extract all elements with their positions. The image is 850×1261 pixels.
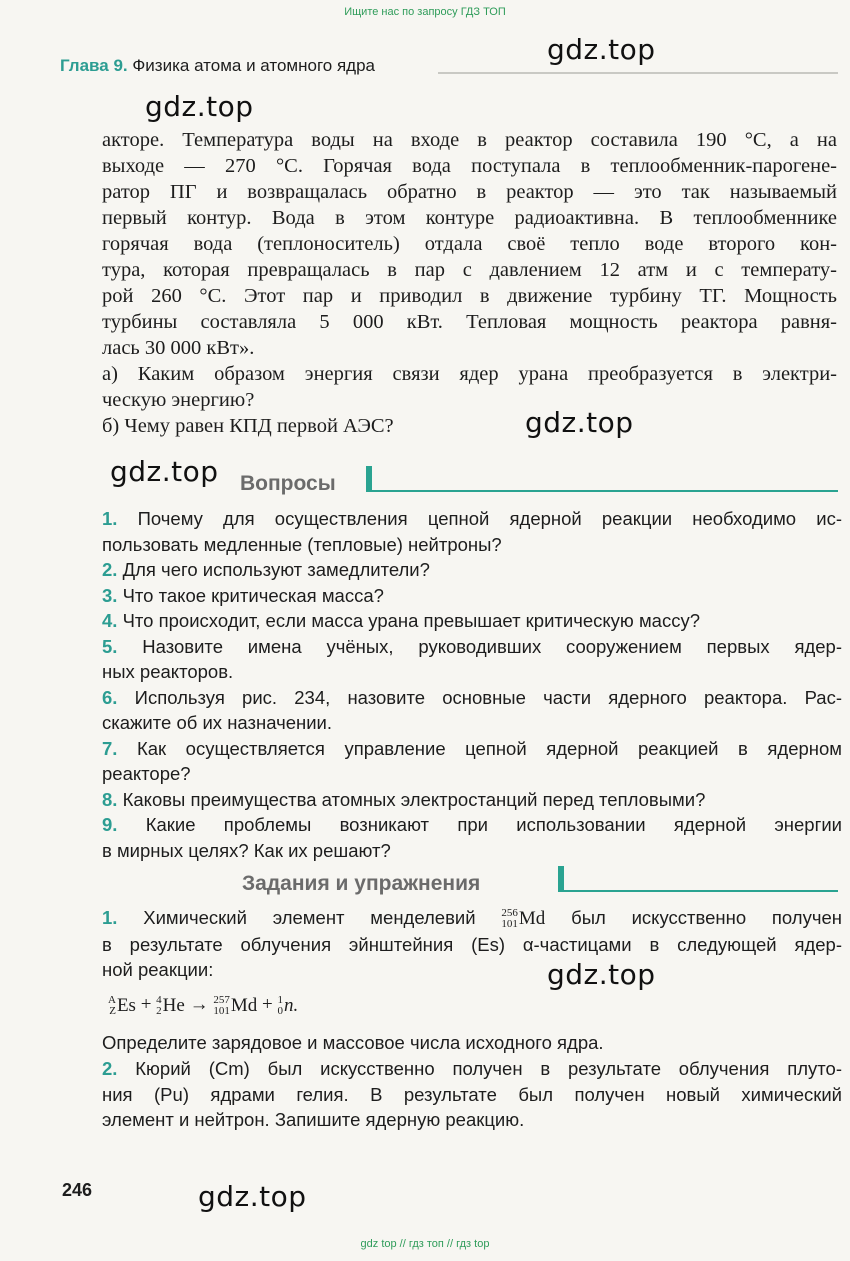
question-text: Назовите имена учёных, руководивших сооружением первых ядер-	[142, 635, 842, 657]
question-number: 3.	[102, 584, 118, 606]
atomic-number: 0	[277, 1004, 283, 1017]
question-text: Для чего используют замедлители?	[122, 559, 430, 580]
question-text: Используя рис. 234, назовите основные части ядерного реактора. Рас-	[134, 686, 843, 708]
questions-heading-rule	[366, 490, 838, 492]
text-line: ратор ПГ и возвращалась обратно в реактор — это так называемый	[102, 181, 837, 203]
question-item	[102, 583, 842, 609]
bottom-banner: gdz top // гдз топ // гдз top	[360, 1238, 490, 1250]
top-banner: Ищите нас по запросу ГДЗ ТОП	[344, 6, 506, 18]
question-text: ных реакторов.	[102, 661, 234, 682]
question-item	[102, 736, 842, 787]
chapter-title: Физика атома и атомного ядра	[132, 56, 375, 75]
question-text: Почему для осуществления цепной ядерной реакции необходимо ис-	[137, 508, 842, 529]
plus-sign: +	[140, 994, 152, 1015]
mass-number: A	[108, 993, 116, 1006]
watermark: gdz.top	[110, 455, 219, 488]
question-text: Как осуществляется управление цепной ядерной реакцией в ядерном	[136, 737, 842, 759]
question-text: Что происходит, если масса урана превышает критическую массу?	[122, 610, 700, 631]
question-item	[102, 506, 842, 557]
nuclide-neutron	[277, 995, 298, 1017]
atomic-number: 2	[156, 1004, 162, 1017]
question-text: Что такое критическая масса?	[122, 584, 384, 606]
question-item	[102, 787, 842, 813]
question-text: скажите об их назначении.	[102, 712, 333, 733]
task-text: Кюрий (Cm) был искусственно получен в результате облучения плуто-	[135, 1058, 843, 1079]
question-text: пользовать медленные (тепловые) нейтроны?	[102, 533, 502, 555]
question-number: 5.	[102, 635, 118, 657]
question-number: 2.	[102, 559, 118, 580]
task-text: элемент и нейтрон. Запишите ядерную реакцию.	[102, 1109, 525, 1130]
task-text: ния (Pu) ядрами гелия. В результате был получен новый химический	[102, 1083, 842, 1105]
watermark: gdz.top	[547, 958, 656, 991]
intro-question-a: ческую энергию?	[102, 389, 255, 411]
page-number: 246	[62, 1180, 93, 1200]
nuclide-es	[108, 995, 136, 1017]
mass-number: 256	[501, 907, 518, 920]
questions-list	[102, 506, 842, 863]
text-line: выходе — 270 °С. Горячая вода поступала в теплообменник-парогене-	[102, 155, 837, 177]
question-item	[102, 634, 842, 685]
task-number: 2.	[102, 1058, 118, 1079]
mass-number: 4	[156, 993, 162, 1006]
question-item	[102, 685, 842, 736]
question-item	[102, 557, 842, 583]
questions-heading: Вопросы	[240, 472, 336, 495]
atomic-number: 101	[213, 1004, 230, 1017]
question-number: 9.	[102, 814, 118, 835]
task-number: 1.	[102, 907, 118, 928]
text-line: горячая вода (теплоноситель) отдала своё тепло воде второго кон-	[102, 233, 837, 255]
element-symbol: n.	[283, 994, 299, 1016]
task-text: Химический элемент менделевий	[143, 907, 476, 928]
element-symbol: Md	[518, 908, 546, 930]
text-line: первый контур. Вода в этом контуре радиоактивна. В теплообменнике	[102, 207, 837, 229]
mass-number: 257	[213, 993, 230, 1006]
text-line: рой 260 °С. Этот пар и приводил в движение турбину ТГ. Мощность	[102, 285, 837, 307]
nuclide-md	[213, 995, 257, 1017]
task-2	[102, 1056, 842, 1133]
watermark: gdz.top	[198, 1180, 307, 1213]
question-item	[102, 608, 842, 634]
mass-number: 1	[277, 993, 283, 1006]
intro-question-a: а) Каким образом энергия связи ядер урана преобразуется в электри-	[102, 363, 837, 385]
nuclide-md	[501, 906, 545, 932]
watermark: gdz.top	[547, 33, 656, 66]
plus-sign: +	[261, 994, 273, 1015]
task-text: Определите зарядовое и массовое числа исходного ядра.	[102, 1032, 604, 1053]
task-text: ной реакции:	[102, 959, 214, 981]
tasks-heading: Задания и упражнения	[242, 872, 481, 895]
task-1	[102, 905, 842, 983]
text-line: тура, которая превращалась в пар с давлением 12 атм и с температу-	[102, 259, 837, 281]
question-text: Какие проблемы возникают при использовании ядерной энергии	[145, 814, 842, 835]
question-number: 6.	[102, 686, 118, 708]
intro-question-b: б) Чему равен КПД первой АЭС?	[102, 415, 394, 437]
question-number: 4.	[102, 610, 118, 631]
chapter-header	[60, 56, 375, 76]
element-symbol: Md	[230, 994, 258, 1016]
task-text: был искусственно получен	[571, 907, 842, 928]
question-item	[102, 812, 842, 863]
element-symbol: He	[162, 994, 185, 1016]
question-text: в мирных целях? Как их решают?	[102, 839, 391, 861]
text-line: акторе. Температура воды на входе в реактор составила 190 °С, а на	[102, 129, 837, 151]
arrow-icon: →	[189, 994, 209, 1015]
chapter-label: Глава 9.	[60, 56, 128, 75]
nuclide-he	[156, 995, 185, 1017]
questions-heading-bar	[366, 466, 372, 492]
question-number: 7.	[102, 737, 118, 759]
question-text: реакторе?	[102, 763, 191, 784]
atomic-number: 101	[501, 918, 518, 931]
intro-paragraph	[102, 127, 837, 439]
question-number: 8.	[102, 788, 118, 810]
nuclear-reaction-formula	[108, 994, 298, 1017]
task-text: в результате облучения эйнштейния (Es) α-частицами в следующей ядер-	[102, 933, 842, 955]
text-line: лась 30 000 кВт».	[102, 337, 255, 359]
text-line: турбины составляла 5 000 кВт. Тепловая мощность реактора равня-	[102, 311, 837, 333]
question-number: 1.	[102, 508, 118, 529]
watermark: gdz.top	[145, 90, 254, 123]
watermark: gdz.top	[525, 406, 634, 439]
tasks-heading-bar	[558, 866, 564, 892]
task-1-question	[102, 1030, 842, 1056]
atomic-number: Z	[109, 1004, 116, 1017]
element-symbol: Es	[116, 994, 136, 1016]
question-text: Каковы преимущества атомных электростанций перед тепловыми?	[122, 788, 706, 810]
chapter-rule	[438, 72, 838, 74]
tasks-heading-rule	[558, 890, 838, 892]
